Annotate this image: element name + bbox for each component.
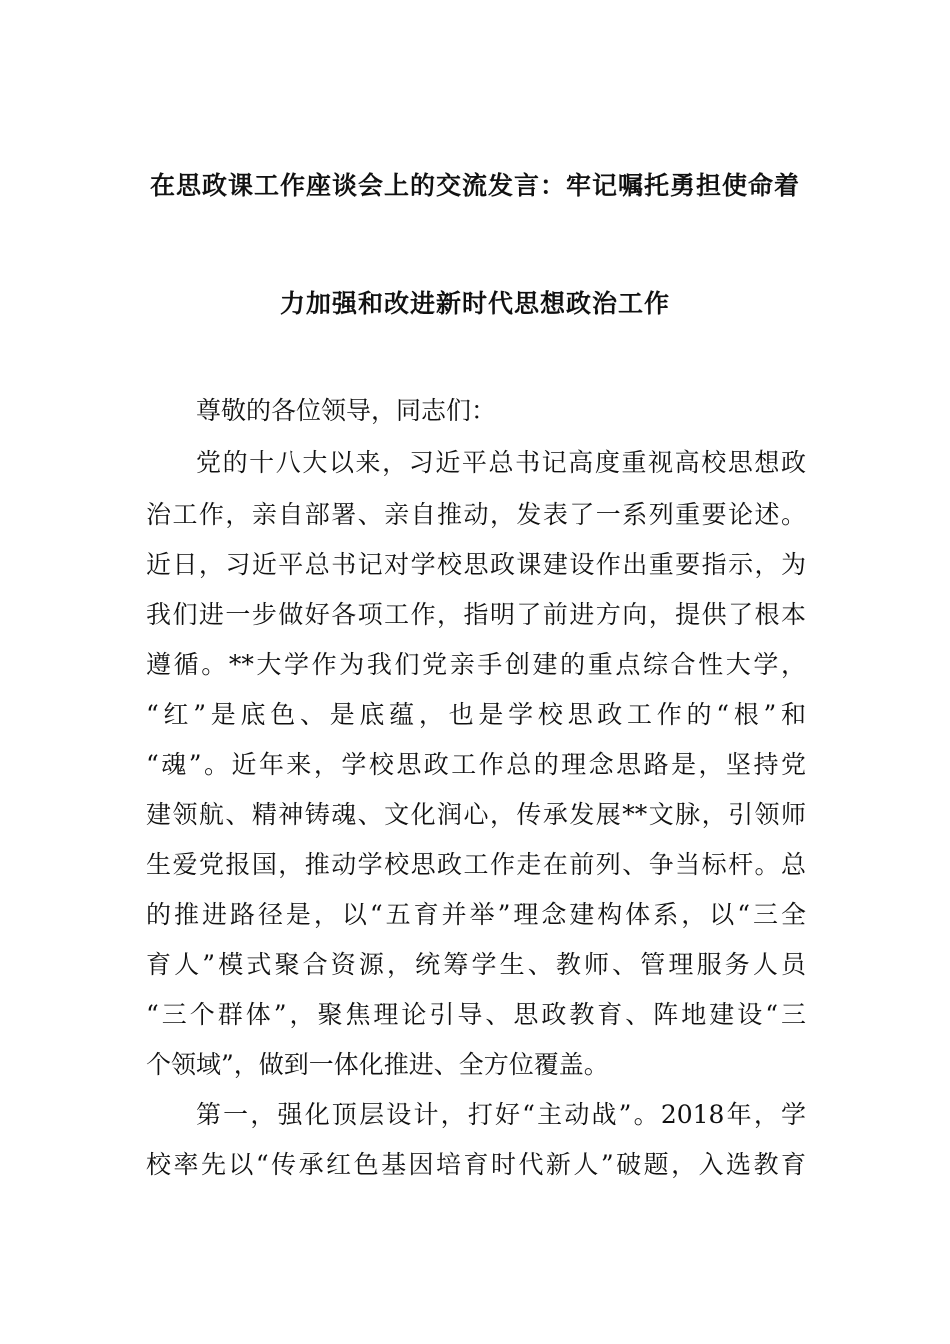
- paragraph-line: 遵循。**大学作为我们党亲手创建的重点综合性大学，: [146, 650, 806, 679]
- document-title-line-2: 力加强和改进新时代思想政治工作: [279, 289, 670, 318]
- paragraph-line: 我们进一步做好各项工作，指明了前进方向，提供了根本: [146, 600, 806, 629]
- paragraph-line: 第一，强化顶层设计，打好“主动战”。2018年，学: [196, 1100, 806, 1129]
- paragraph-line: 治工作，亲自部署、亲自推动，发表了一系列重要论述。: [146, 500, 806, 529]
- paragraph-line: 建领航、精神铸魂、文化润心，传承发展**文脉，引领师: [146, 800, 806, 829]
- salutation-line: 尊敬的各位领导，同志们：: [196, 396, 497, 425]
- paragraph-line: 育人”模式聚合资源，统筹学生、教师、管理服务人员: [146, 950, 806, 979]
- paragraph-line: 校率先以“传承红色基因培育时代新人”破题，入选教育: [146, 1150, 806, 1179]
- paragraph-line: 个领域”，做到一体化推进、全方位覆盖。: [146, 1050, 609, 1079]
- paragraph-line: 近日，习近平总书记对学校思政课建设作出重要指示，为: [146, 550, 806, 579]
- paragraph-line: 党的十八大以来，习近平总书记高度重视高校思想政: [196, 448, 806, 477]
- paragraph-line: “魂”。近年来，学校思政工作总的理念思路是，坚持党: [146, 750, 806, 779]
- document-title-line-1: 在思政课工作座谈会上的交流发言：牢记嘱托勇担使命着: [149, 171, 800, 200]
- paragraph-line: 的推进路径是，以“五育并举”理念建构体系，以“三全: [146, 900, 806, 929]
- paragraph-line: “三个群体”，聚焦理论引导、思政教育、阵地建设“三: [146, 1000, 806, 1029]
- paragraph-line: “红”是底色、是底蕴，也是学校思政工作的“根”和: [146, 700, 806, 729]
- paragraph-line: 生爱党报国，推动学校思政工作走在前列、争当标杆。总: [146, 850, 806, 879]
